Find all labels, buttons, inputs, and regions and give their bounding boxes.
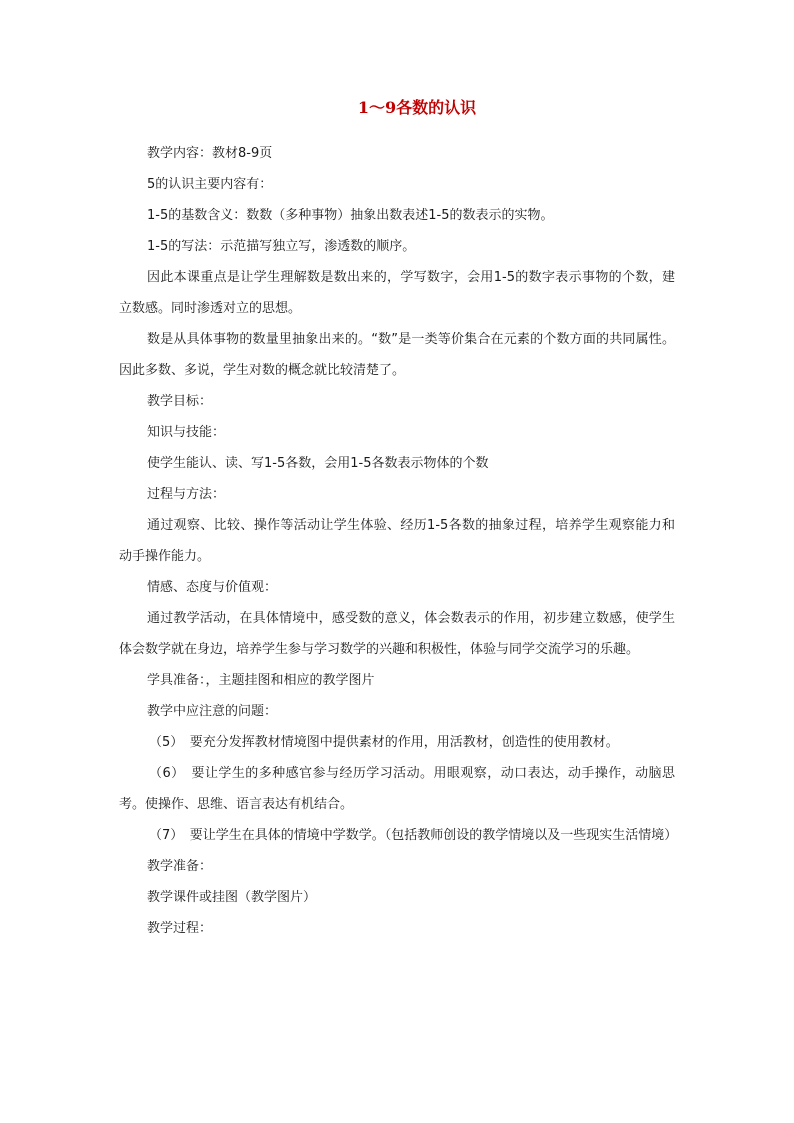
- heading-teaching-process: 教学过程：: [147, 921, 213, 936]
- list-item-6: （6） 要让学生的多种感官参与经历学习活动。用眼观察，动口表达，动手操作，动脑思考。使操作、思维、语言表达有机结合。: [119, 766, 675, 812]
- paragraph-key-points: 因此本课重点是让学生理解数是数出来的，学写数字，会用1-5的数字表示事物的个数，建立数感。同时渗透对立的思想。: [119, 270, 675, 316]
- paragraph-materials: 学具准备：，主题挂图和相应的教学图片: [147, 673, 375, 688]
- document-body: [119, 138, 678, 944]
- heading-process-methods: 过程与方法：: [147, 487, 226, 502]
- paragraph-teaching-content: 教学内容：教材8-9页: [147, 146, 273, 161]
- heading-teaching-preparation: 教学准备：: [147, 859, 213, 874]
- document-title: 1～9各数的认识: [357, 98, 477, 117]
- paragraph-process-methods: 通过观察、比较、操作等活动让学生体验、经历1-5各数的抽象过程，培养学生观察能力和动手操作能力。: [119, 518, 675, 564]
- paragraph-knowledge-skills: 使学生能认、读、写1-5各数，会用1-5各数表示物体的个数: [147, 456, 489, 471]
- paragraph-number-abstraction: 数是从具体事物的数量里抽象出来的。“数”是一类等价集合在元素的个数方面的共同属性。因此多数、多说，学生对数的概念就比较清楚了。: [119, 332, 675, 378]
- paragraph-teaching-preparation: 教学课件或挂图（教学图片）: [147, 890, 317, 905]
- heading-knowledge-skills: 知识与技能：: [147, 425, 226, 440]
- paragraph-main-content: 5的认识主要内容有：: [147, 177, 273, 192]
- list-item-7: （7） 要让学生在具体的情境中学数学。（包括教师创设的教学情境以及一些现实生活情境）: [149, 828, 678, 843]
- list-item-5: （5） 要充分发挥教材情境图中提供素材的作用，用活教材，创造性的使用教材。: [149, 735, 619, 750]
- paragraph-writing-method: 1-5的写法：示范描写独立写，渗透数的顺序。: [147, 239, 416, 254]
- heading-teaching-goals: 教学目标：: [147, 394, 213, 409]
- paragraph-cardinal-meaning: 1-5的基数含义：数数（多种事物）抽象出数表述1-5的数表示的实物。: [147, 208, 554, 223]
- paragraph-emotion-attitude: 通过教学活动，在具体情境中，感受数的意义，体会数表示的作用，初步建立数感，使学生体会数学就在身边，培养学生参与学习数学的兴趣和积极性，体验与同学交流学习的乐趣。: [119, 611, 675, 657]
- heading-attention-issues: 教学中应注意的问题：: [147, 704, 278, 719]
- heading-emotion-attitude: 情感、态度与价值观：: [147, 580, 278, 595]
